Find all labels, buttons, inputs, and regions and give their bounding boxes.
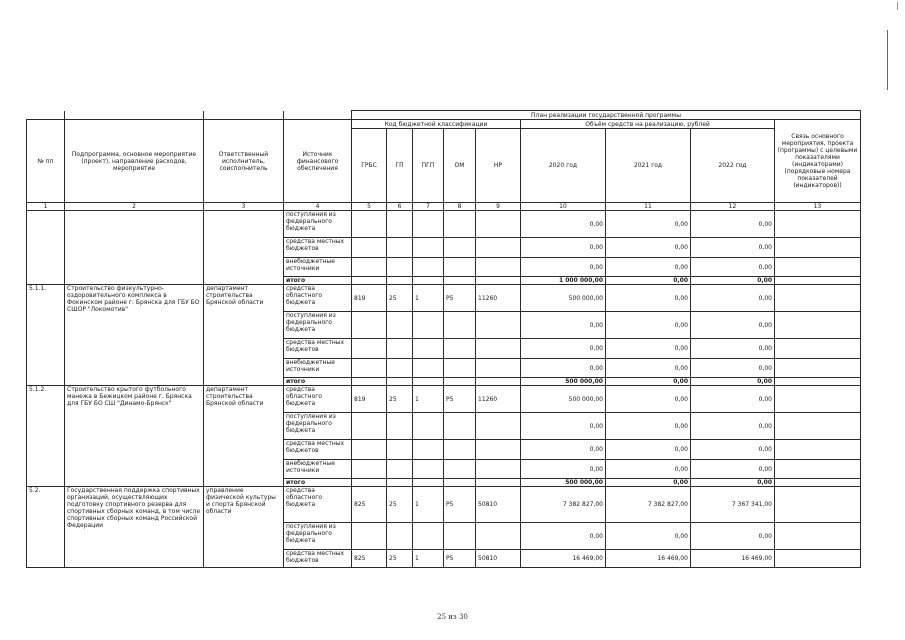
amount-2022: 0,00 bbox=[691, 285, 775, 312]
amount-2022: 0,00 bbox=[691, 440, 775, 460]
source-regional: средства областного бюджета bbox=[284, 285, 352, 312]
source-total: итого bbox=[284, 378, 352, 386]
source-local: средства местных бюджетов bbox=[284, 339, 352, 359]
code-gp: 25 bbox=[387, 386, 413, 413]
source-federal: поступления из федерального бюджета bbox=[284, 523, 352, 550]
amount-2021: 0,00 bbox=[606, 312, 691, 339]
col-number: 8 bbox=[444, 203, 476, 211]
col-number: 9 bbox=[476, 203, 521, 211]
col-subprogram-header: Подпрограмма, основное мероприятие (проект), направление расходов, мероприятие bbox=[65, 120, 204, 203]
amount-2020: 500 000,00 bbox=[521, 386, 606, 413]
col-number: 1 bbox=[27, 203, 65, 211]
amount-2022: 0,00 bbox=[691, 359, 775, 378]
col-om-header: ОМ bbox=[444, 129, 476, 203]
program-plan-table bbox=[26, 110, 861, 568]
amount-2021: 0,00 bbox=[606, 359, 691, 378]
col-number: 12 bbox=[691, 203, 775, 211]
amount-2021: 0,00 bbox=[606, 440, 691, 460]
amount-2022: 0,00 bbox=[691, 386, 775, 413]
executor: департамент строительства Брянской области bbox=[204, 386, 284, 487]
amount-2020: 0,00 bbox=[521, 460, 606, 479]
measure-name: Строительство крытого футбольного манежа в Бежицком районе г. Брянска для ГБУ БО СШ "Динамо-Брянск" bbox=[65, 386, 204, 487]
code-om: Р5 bbox=[444, 550, 476, 568]
amount-2020: 0,00 bbox=[521, 312, 606, 339]
amount-2020: 500 000,00 bbox=[521, 285, 606, 312]
col-grbs-header: ГРБС bbox=[352, 129, 387, 203]
col-2021-header: 2021 год bbox=[606, 129, 691, 203]
total-2022: 0,00 bbox=[691, 277, 775, 285]
amount-2020: 0,00 bbox=[521, 440, 606, 460]
col-nr-header: НР bbox=[476, 129, 521, 203]
code-nr: 11260 bbox=[476, 285, 521, 312]
amount-2021: 0,00 bbox=[606, 339, 691, 359]
source-total: итого bbox=[284, 277, 352, 285]
measure-name: Строительство физкультурно-оздоровительного комплекса в Фокинском районе г. Брянска для ГБУ БО СШОР "Локомотив" bbox=[65, 285, 204, 386]
total-2021: 0,00 bbox=[606, 378, 691, 386]
code-om: Р5 bbox=[444, 487, 476, 523]
amount-2021: 0,00 bbox=[606, 413, 691, 440]
amount-2021: 0,00 bbox=[606, 386, 691, 413]
source-local: средства местных бюджетов bbox=[284, 550, 352, 568]
volume-header: Объём средств на реализацию, рублей bbox=[521, 120, 775, 129]
amount-2021: 0,00 bbox=[606, 285, 691, 312]
total-2021: 0,00 bbox=[606, 479, 691, 487]
total-2021: 0,00 bbox=[606, 277, 691, 285]
row-number: 5.1.2. bbox=[27, 386, 65, 487]
code-pgp: 1 bbox=[413, 550, 444, 568]
amount-2021: 16 469,00 bbox=[606, 550, 691, 568]
amount-2020: 0,00 bbox=[521, 523, 606, 550]
code-pgp: 1 bbox=[413, 386, 444, 413]
code-nr: 11260 bbox=[476, 386, 521, 413]
col-2022-header: 2022 год bbox=[691, 129, 775, 203]
col-link-header: Связь основного мероприятия, проекта (программы) с целевыми показателями (индикаторами) (порядковые номера показателей (индикаторов)) bbox=[775, 120, 861, 203]
table-row bbox=[27, 285, 861, 312]
amount-2022: 0,00 bbox=[691, 258, 775, 277]
source-extra: внебюджетные источники bbox=[284, 359, 352, 378]
source-federal: поступления из федерального бюджета bbox=[284, 211, 352, 238]
code-gp: 25 bbox=[387, 487, 413, 523]
plan-title: План реализации государственной программы bbox=[352, 111, 861, 120]
table-row bbox=[27, 211, 861, 238]
executor: департамент строительства Брянской области bbox=[204, 285, 284, 386]
code-om: Р5 bbox=[444, 386, 476, 413]
code-om: Р5 bbox=[444, 285, 476, 312]
code-grbs: 819 bbox=[352, 386, 387, 413]
amount-2020: 0,00 bbox=[521, 211, 606, 238]
amount-2022: 0,00 bbox=[691, 238, 775, 258]
code-gp: 25 bbox=[387, 550, 413, 568]
col-number: 13 bbox=[775, 203, 861, 211]
col-number: 4 bbox=[284, 203, 352, 211]
amount-2022: 0,00 bbox=[691, 312, 775, 339]
source-total: итого bbox=[284, 479, 352, 487]
total-2020: 500 000,00 bbox=[521, 479, 606, 487]
amount-2020: 7 382 827,00 bbox=[521, 487, 606, 523]
amount-2022: 0,00 bbox=[691, 460, 775, 479]
col-executor-header: Ответственный исполнитель, соисполнитель bbox=[204, 120, 284, 203]
amount-2021: 7 382 827,00 bbox=[606, 487, 691, 523]
amount-2021: 0,00 bbox=[606, 258, 691, 277]
total-2022: 0,00 bbox=[691, 378, 775, 386]
amount-2021: 0,00 bbox=[606, 523, 691, 550]
row-number: 5.1.1. bbox=[27, 285, 65, 386]
code-grbs: 825 bbox=[352, 550, 387, 568]
amount-2022: 7 367 341,00 bbox=[691, 487, 775, 523]
col-num-header: № пп bbox=[27, 120, 65, 203]
col-number: 11 bbox=[606, 203, 691, 211]
amount-2022: 0,00 bbox=[691, 523, 775, 550]
col-2020-header: 2020 год bbox=[521, 129, 606, 203]
code-gp: 25 bbox=[387, 285, 413, 312]
amount-2020: 0,00 bbox=[521, 258, 606, 277]
amount-2020: 0,00 bbox=[521, 238, 606, 258]
row-number: 5.2. bbox=[27, 487, 65, 568]
amount-2021: 0,00 bbox=[606, 211, 691, 238]
code-pgp: 1 bbox=[413, 487, 444, 523]
code-nr: 50810 bbox=[476, 550, 521, 568]
code-grbs: 825 bbox=[352, 487, 387, 523]
code-pgp: 1 bbox=[413, 285, 444, 312]
amount-2022: 0,00 bbox=[691, 211, 775, 238]
col-source-header: Источник финансового обеспечения bbox=[284, 120, 352, 203]
amount-2020: 0,00 bbox=[521, 413, 606, 440]
amount-2020: 0,00 bbox=[521, 359, 606, 378]
code-nr: 50810 bbox=[476, 487, 521, 523]
measure-name: Государственная поддержка спортивных организаций, осуществляющих подготовку спортивного резерва для спортивных сборных команд, в том числе спортивных сборных команд Российской Федерации bbox=[65, 487, 204, 568]
col-number: 2 bbox=[65, 203, 204, 211]
kbk-header: Код бюджетной классификации bbox=[352, 120, 521, 129]
source-regional: средства областного бюджета bbox=[284, 386, 352, 413]
source-local: средства местных бюджетов bbox=[284, 238, 352, 258]
total-2020: 1 000 000,00 bbox=[521, 277, 606, 285]
amount-2022: 16 469,00 bbox=[691, 550, 775, 568]
source-federal: поступления из федерального бюджета bbox=[284, 312, 352, 339]
code-grbs: 819 bbox=[352, 285, 387, 312]
amount-2022: 0,00 bbox=[691, 413, 775, 440]
source-regional: средства областного бюджета bbox=[284, 487, 352, 523]
total-2022: 0,00 bbox=[691, 479, 775, 487]
col-gp-header: ГП bbox=[387, 129, 413, 203]
amount-2020: 16 469,00 bbox=[521, 550, 606, 568]
col-pgp-header: ПГП bbox=[413, 129, 444, 203]
col-number: 10 bbox=[521, 203, 606, 211]
col-number: 3 bbox=[204, 203, 284, 211]
amount-2020: 0,00 bbox=[521, 339, 606, 359]
page-number: 25 из 30 bbox=[437, 613, 468, 621]
amount-2022: 0,00 bbox=[691, 339, 775, 359]
total-2020: 500 000,00 bbox=[521, 378, 606, 386]
amount-2021: 0,00 bbox=[606, 238, 691, 258]
source-local: средства местных бюджетов bbox=[284, 440, 352, 460]
table-row bbox=[27, 487, 861, 523]
col-number: 7 bbox=[413, 203, 444, 211]
source-extra: внебюджетные источники bbox=[284, 460, 352, 479]
page-edge-rule bbox=[887, 30, 888, 90]
col-number: 5 bbox=[352, 203, 387, 211]
page-edge-mark bbox=[897, 2, 898, 10]
source-federal: поступления из федерального бюджета bbox=[284, 413, 352, 440]
source-extra: внебюджетные источники bbox=[284, 258, 352, 277]
col-number: 6 bbox=[387, 203, 413, 211]
executor: управление физической культуры и спорта Брянской области bbox=[204, 487, 284, 568]
amount-2021: 0,00 bbox=[606, 460, 691, 479]
table-row bbox=[27, 386, 861, 413]
